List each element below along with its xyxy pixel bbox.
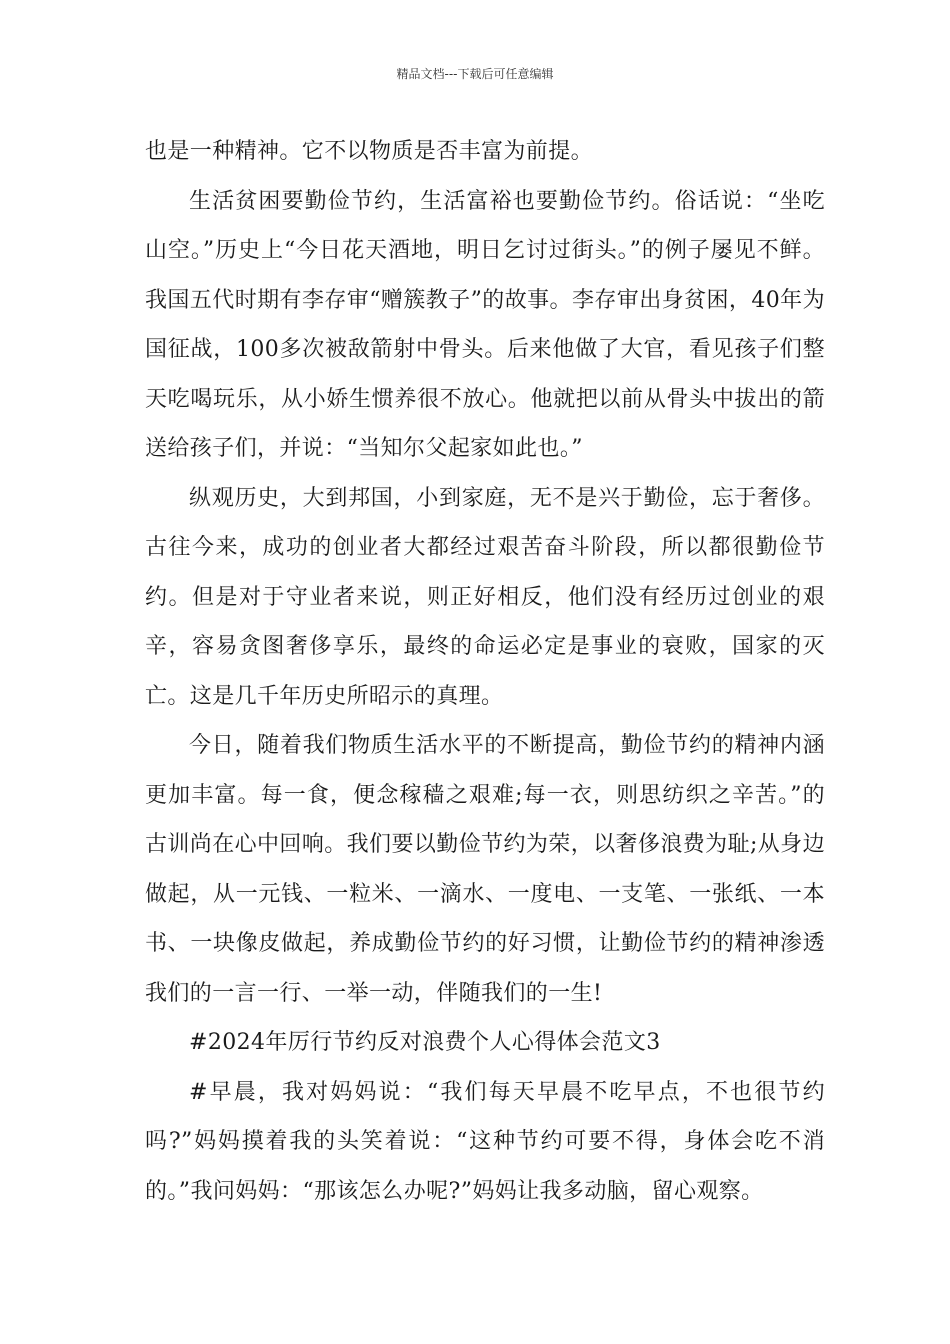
paragraph-continuation: 也是一种精神。它不以物质是否丰富为前提。 xyxy=(145,139,594,164)
paragraph-morning: #早晨，我对妈妈说：“我们每天早晨不吃早点，不也很节约吗?”妈妈摸着我的头笑着说：“这种节约可要不得，身体会吃不消的。”我问妈妈：“那该怎么办呢?”妈妈让我多动脑，留心观察。 xyxy=(145,1079,825,1204)
paragraph-history-review: 纵观历史，大到邦国，小到家庭，无不是兴于勤俭，忘于奢侈。古往今来，成功的创业者大都经过艰苦奋斗阶段，所以都很勤俭节约。但是对于守业者来说，则正好相反，他们没有经历过创业的艰辛，容易贪图奢侈享乐，最终的命运必定是事业的衰败，国家的灭亡。这是几千年历史所昭示的真理。 xyxy=(145,485,825,709)
paragraph-today: 今日，随着我们物质生活水平的不断提高，勤俭节约的精神内涵更加丰富。每一食，便念稼穑之艰难;每一衣，则思纺织之辛苦。”的古训尚在心中回响。我们要以勤俭节约为荣，以奢侈浪费为耻;从身边做起，从一元钱、一粒米、一滴水、一度电、一支笔、一张纸、一本书、一块像皮做起，养成勤俭节约的好习惯，让勤俭节约的精神渗透我们的一言一行、一举一动，伴随我们的一生! xyxy=(145,733,825,1006)
section-heading: #2024年厉行节约反对浪费个人心得体会范文3 xyxy=(189,1030,661,1055)
page-header: 精品文档---下载后可任意编辑 xyxy=(396,67,554,81)
document-body xyxy=(145,127,825,1216)
paragraph-frugality-history: 生活贫困要勤俭节约，生活富裕也要勤俭节约。俗话说：“坐吃山空。”历史上“今日花天酒地，明日乞讨过街头。”的例子屡见不鲜。我国五代时期有李存审“赠簇教子”的故事。李存审出身贫困，40年为国征战，100多次被敌箭射中骨头。后来他做了大官，看见孩子们整天吃喝玩乐，从小娇生惯养很不放心。他就把以前从骨头中拔出的箭送给孩子们，并说：“当知尔父起家如此也。” xyxy=(145,188,825,461)
